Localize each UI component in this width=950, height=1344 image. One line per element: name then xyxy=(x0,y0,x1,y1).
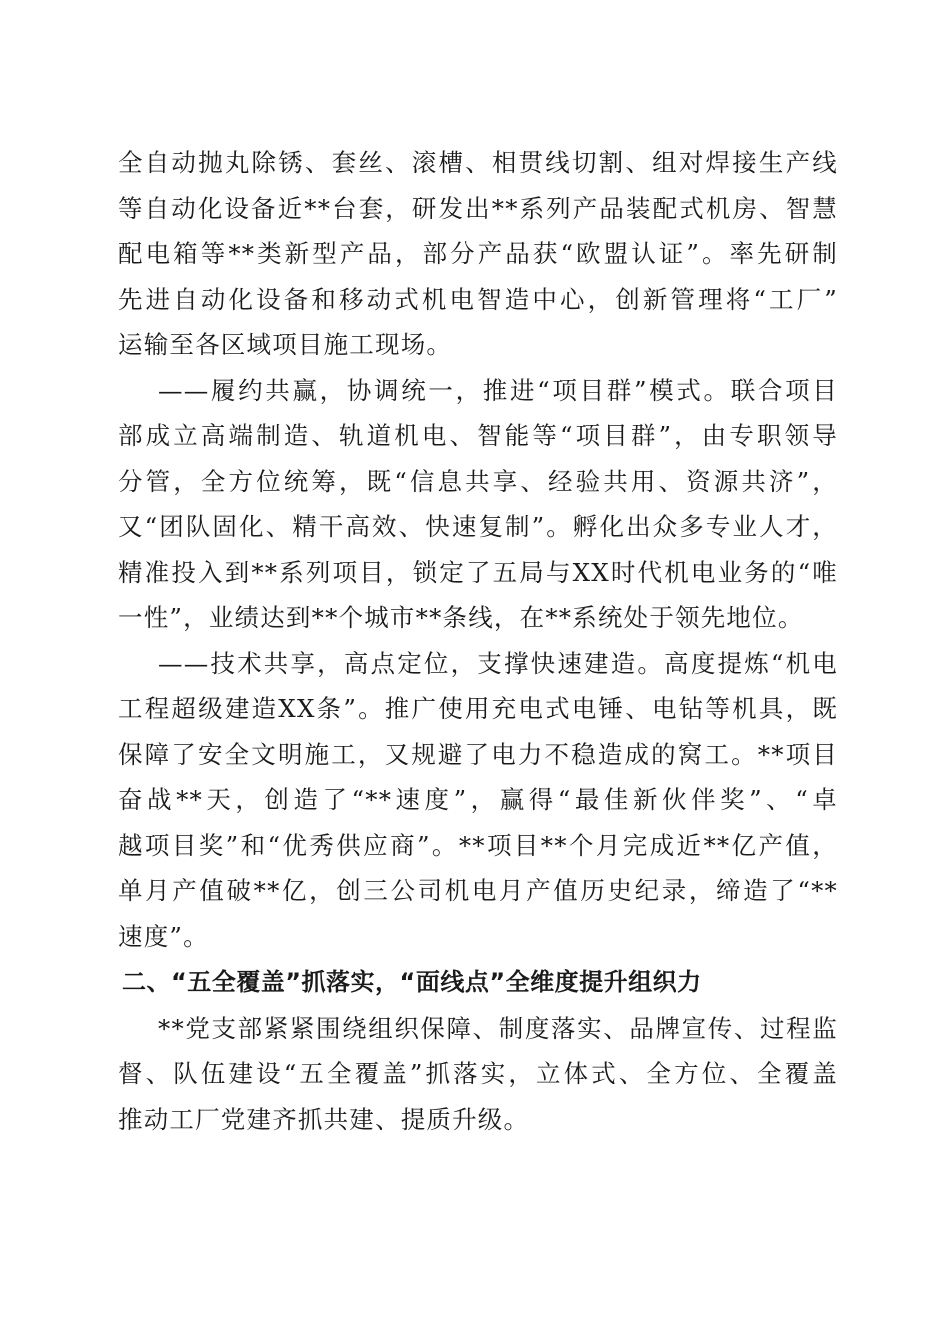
paragraph-line: ——技术共享，高点定位，支撑快速建造。高度提炼“机电 xyxy=(158,648,838,678)
paragraph-line: 全自动抛丸除锈、套丝、滚槽、相贯线切割、组对焊接生产线 xyxy=(118,148,838,177)
paragraph-line: ——履约共赢，协调统一，推进“项目群”模式。联合项目 xyxy=(158,375,838,405)
paragraph-line: **党支部紧紧围绕组织保障、制度落实、品牌宣传、过程监 xyxy=(158,1013,838,1043)
paragraph-line: 单月产值破**亿，创三公司机电月产值历史纪录，缔造了“** xyxy=(118,876,838,905)
document-body xyxy=(118,140,838,1142)
paragraph-line: 推动工厂党建齐抓共建、提质升级。 xyxy=(118,1104,530,1134)
paragraph-line: 部成立高端制造、轨道机电、智能等“项目群”，由专职领导 xyxy=(118,421,838,450)
section-heading: 二、“五全覆盖”抓落实，“面线点”全维度提升组织力 xyxy=(122,968,702,996)
paragraph-line: 一性”，业绩达到**个城市**条线，在**系统处于领先地位。 xyxy=(118,603,804,632)
paragraph-line: 运输至各区域项目施工现场。 xyxy=(118,330,453,359)
paragraph-line: 等自动化设备近**台套，研发出**系列产品装配式机房、智慧 xyxy=(118,193,838,223)
paragraph-line: 保障了安全文明施工，又规避了电力不稳造成的窝工。**项目 xyxy=(118,739,838,769)
paragraph-line: 督、队伍建设“五全覆盖”抓落实，立体式、全方位、全覆盖 xyxy=(118,1059,838,1088)
paragraph-line: 奋战**天，创造了“**速度”，赢得“最佳新伙伴奖”、“卓 xyxy=(118,785,838,814)
paragraph-line: 精准投入到**系列项目，锁定了五局与XX时代机电业务的“唯 xyxy=(118,557,838,587)
paragraph-line: 又“团队固化、精干高效、快速复制”。孵化出众多专业人才， xyxy=(118,512,838,541)
paragraph-line: 速度”。 xyxy=(118,921,209,951)
paragraph-line: 分管，全方位统筹，既“信息共享、经验共用、资源共济”， xyxy=(118,466,838,496)
paragraph-line: 先进自动化设备和移动式机电智造中心，创新管理将“工厂” xyxy=(118,284,838,314)
paragraph-line: 越项目奖”和“优秀供应商”。**项目**个月完成近**亿产值， xyxy=(118,830,838,860)
paragraph-line: 工程超级建造XX条”。推广使用充电式电锤、电钻等机具，既 xyxy=(118,694,838,723)
paragraph-line: 配电箱等**类新型产品，部分产品获“欧盟认证”。率先研制 xyxy=(118,239,838,268)
